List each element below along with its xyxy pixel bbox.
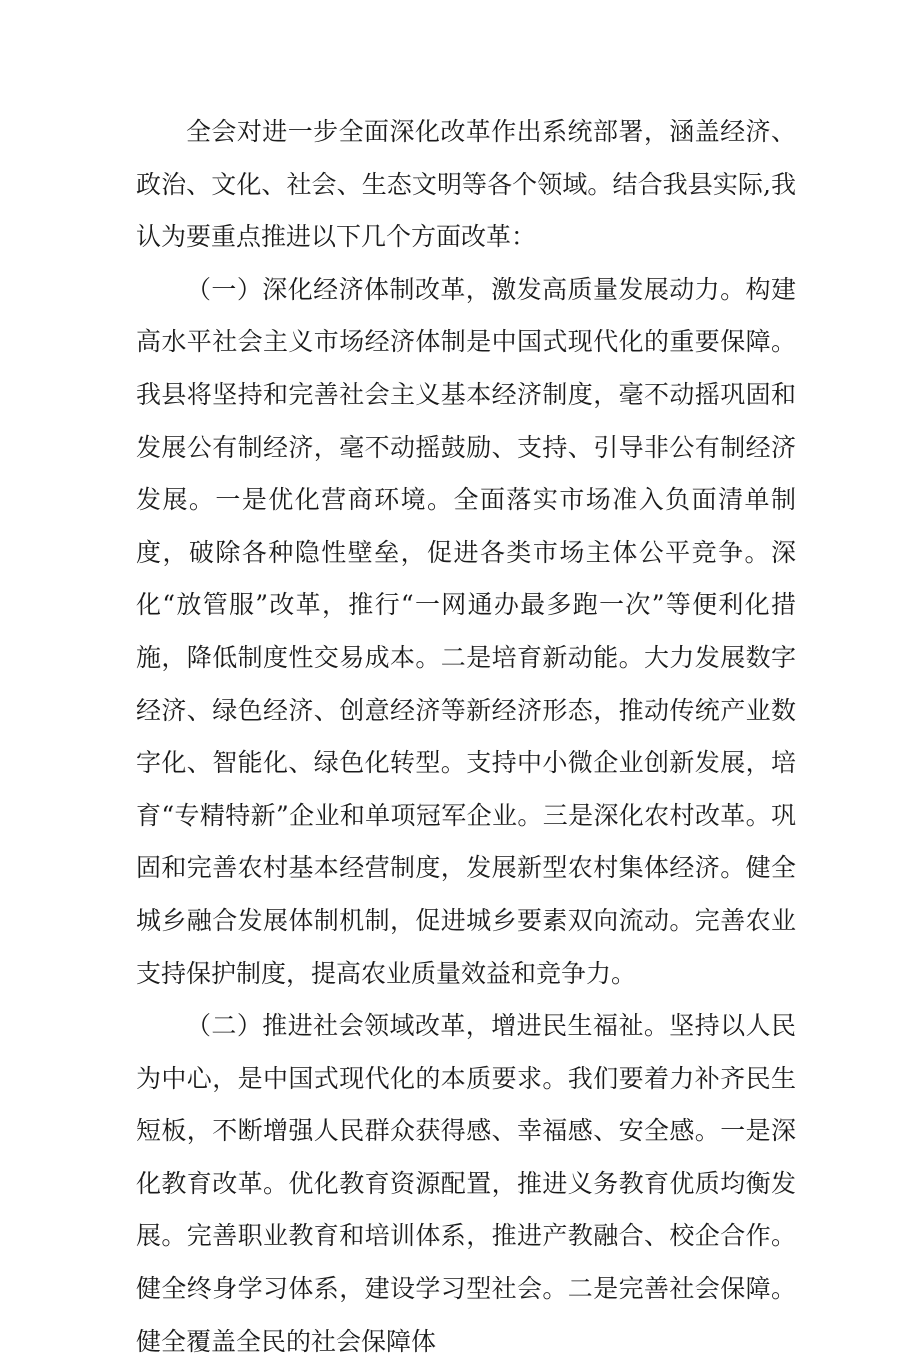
social-reform-paragraph: （二）推进社会领域改革，增进民生福祉。坚持以人民为中心，是中国式现代化的本质要求。我们要着力补齐民生短板，不断增强人民群众获得感、幸福感、安全感。一是深化教育改革。优化教育资源配置，推进义务教育优质均衡发展。完善职业教育和培训体系，推进产教融合、校企合作。健全终身学习体系，建设学习型社会。二是完善社会保障。健全覆盖全民的社会保障体 — [136, 1011, 796, 1356]
economic-reform-paragraph: （一）深化经济体制改革，激发高质量发展动力。构建高水平社会主义市场经济体制是中国式现代化的重要保障。我县将坚持和完善社会主义基本经济制度，毫不动摇巩固和发展公有制经济，毫不动摇鼓励、支持、引导非公有制经济发展。一是优化营商环境。全面落实市场准入负面清单制度，破除各种隐性壁垒，促进各类市场主体公平竞争。深化“放管服”改革，推行“一网通办最多跑一次”等便利化措施，降低制度性交易成本。二是培育新动能。大力发展数字经济、绿色经济、创意经济等新经济形态，推动传统产业数字化、智能化、绿色化转型。支持中小微企业创新发展，培育“专精特新”企业和单项冠军企业。三是深化农村改革。巩固和完善农村基本经营制度，发展新型农村集体经济。健全城乡融合发展体制机制，促进城乡要素双向流动。完善农业支持保护制度，提高农业质量效益和竞争力。 — [136, 274, 796, 988]
document-body — [136, 106, 796, 1368]
intro-paragraph: 全会对进一步全面深化改革作出系统部署，涵盖经济、政治、文化、社会、生态文明等各个领域。结合我县实际,我认为要重点推进以下几个方面改革： — [136, 117, 796, 252]
